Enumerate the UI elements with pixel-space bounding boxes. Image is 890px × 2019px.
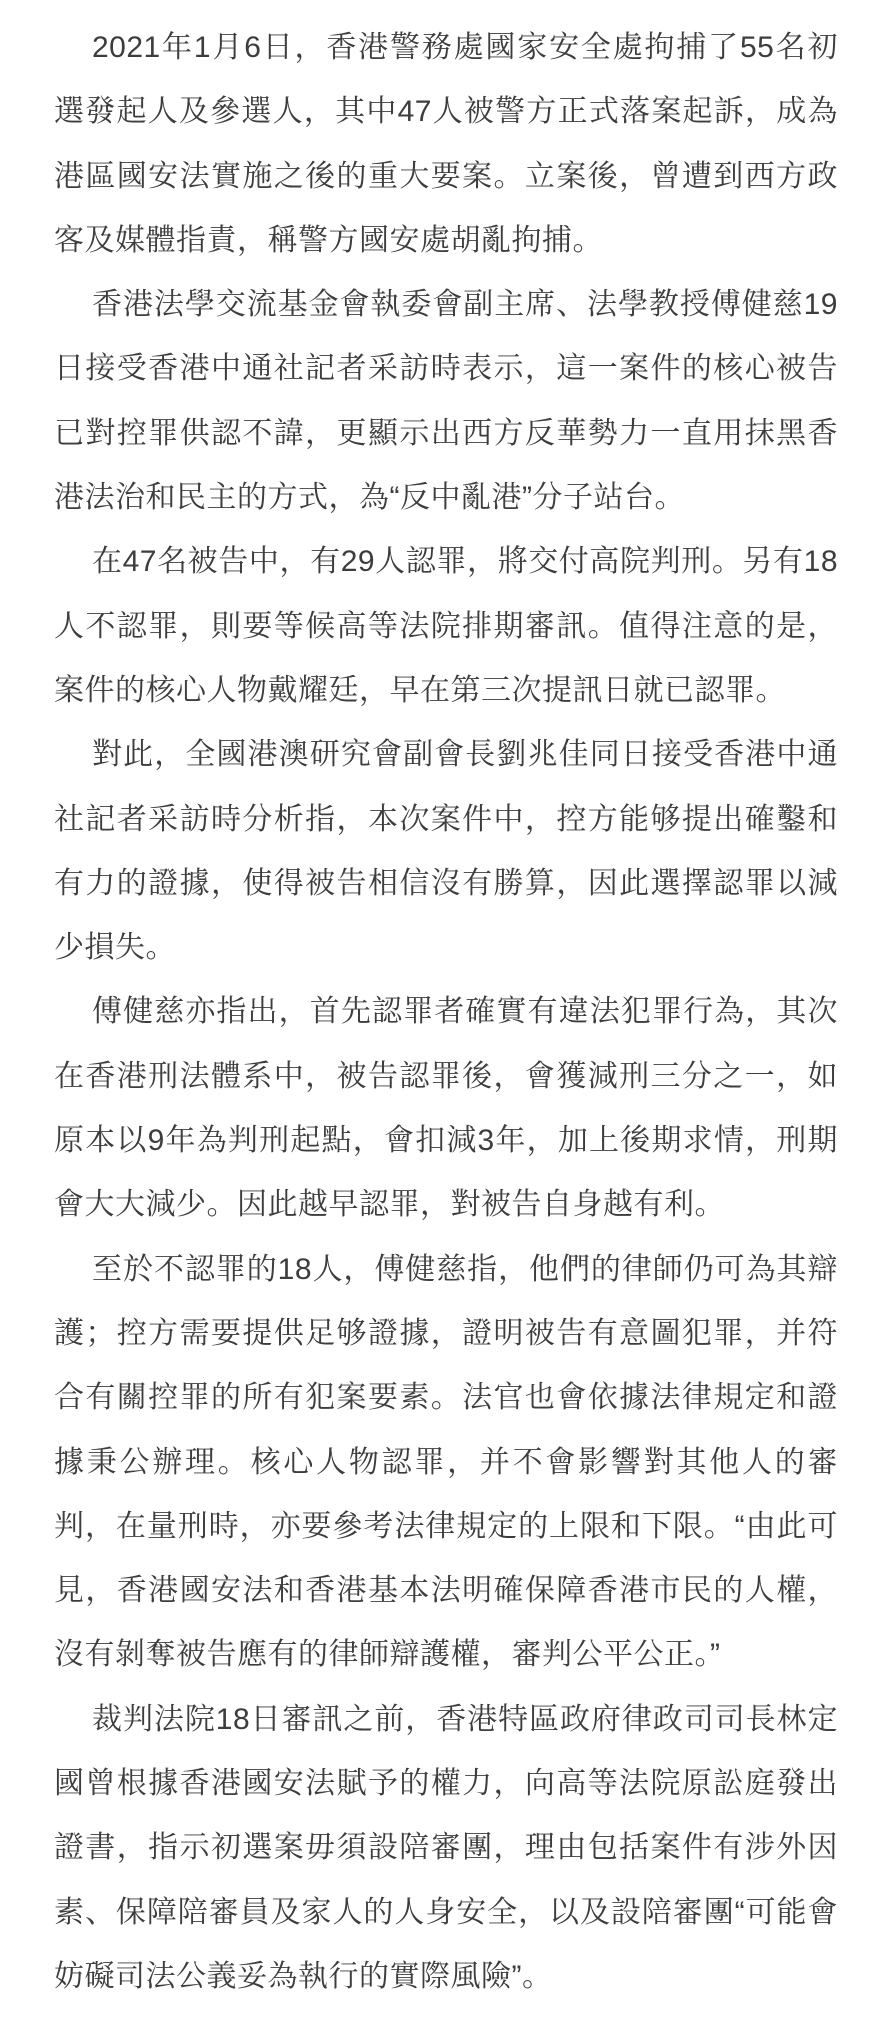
article-paragraph: 2021年1月6日，香港警務處國家安全處拘捕了55名初選發起人及參選人，其中47人被警方正式落案起訴，成為港區國安法實施之後的重大要案。立案後，曾遭到西方政客及媒體指責，稱警方國安處胡亂拘捕。 [54, 31, 838, 257]
article-paragraph: 香港法學交流基金會執委會副主席、法學教授傅健慈19日接受香港中通社記者采訪時表示，這一案件的核心被告已對控罪供認不諱，更顯示出西方反華勢力一直用抹黑香港法治和民主的方式，為“反中亂港”分子站台。 [54, 288, 838, 515]
article-paragraph: 裁判法院18日審訊之前，香港特區政府律政司司長林定國曾根據香港國安法賦予的權力，向高等法院原訟庭發出證書，指示初選案毋須設陪審團，理由包括案件有涉外因素、保障陪審員及家人的人身安全，以及設陪審團“可能會妨礙司法公義妥為執行的實際風險”。 [54, 1702, 838, 1993]
article-paragraph: 至於不認罪的18人，傅健慈指，他們的律師仍可為其辯護；控方需要提供足够證據，證明被告有意圖犯罪，并符合有關控罪的所有犯案要素。法官也會依據法律規定和證據秉公辦理。核心人物認罪，并不會影響對其他人的審判，在量刑時，亦要參考法律規定的上限和下限。“由此可見，香港國安法和香港基本法明確保障香港市民的人權，沒有剝奪被告應有的律師辯護權，審判公平公正。” [54, 1252, 838, 1672]
article-paragraph: 在47名被告中，有29人認罪，將交付高院判刑。另有18人不認罪，則要等候高等法院排期審訊。值得注意的是，案件的核心人物戴耀廷，早在第三次提訊日就已認罪。 [54, 545, 838, 707]
article-paragraph: 對此，全國港澳研究會副會長劉兆佳同日接受香港中通社記者采訪時分析指，本次案件中，控方能够提出確鑿和有力的證據，使得被告相信沒有勝算，因此選擇認罪以減少損失。 [54, 738, 838, 965]
article-paragraph: 傅健慈亦指出，首先認罪者確實有違法犯罪行為，其次在香港刑法體系中，被告認罪後，會獲減刑三分之一，如原本以9年為判刑起點，會扣減3年，加上後期求情，刑期會大大減少。因此越早認罪，對被告自身越有利。 [54, 995, 838, 1222]
